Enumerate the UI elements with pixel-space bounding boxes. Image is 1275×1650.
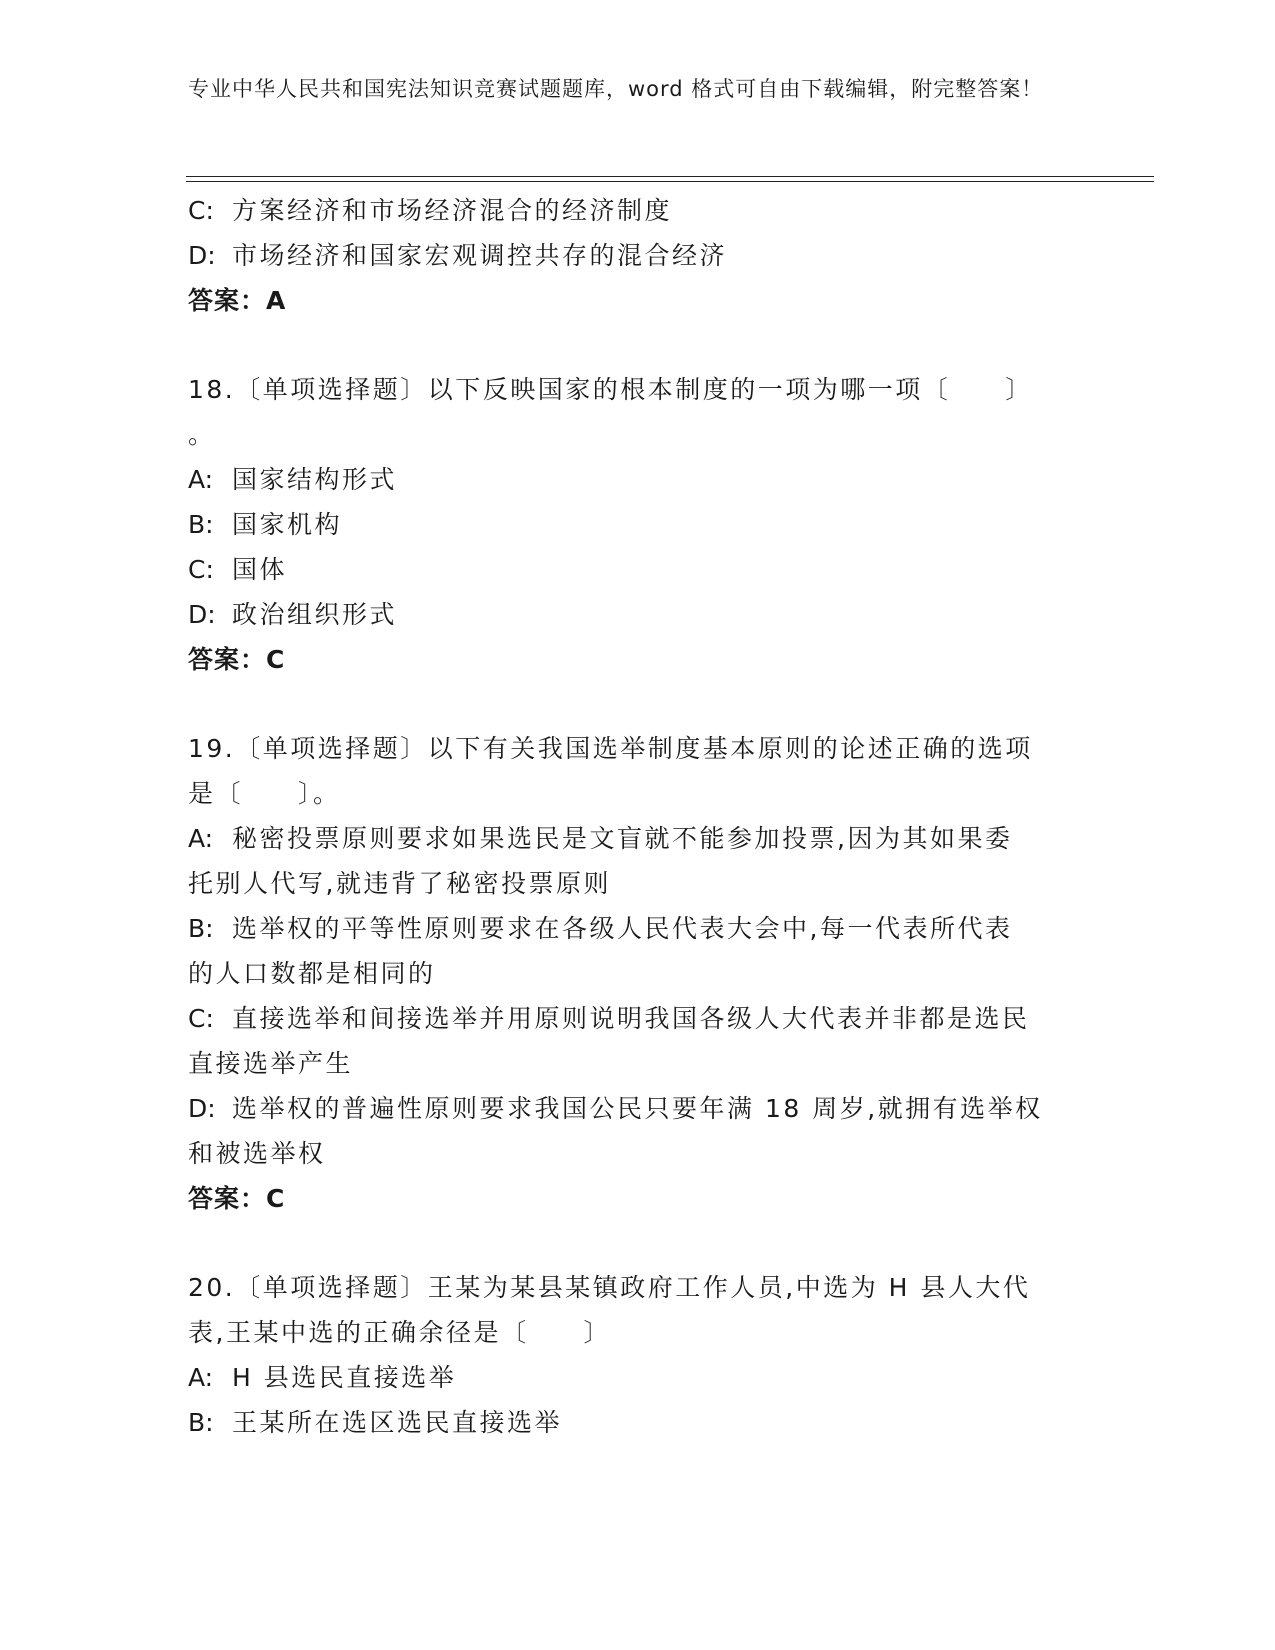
- question-stem: 20.〔单项选择题〕王某为某县某镇政府工作人员,中选为 H 县人大代: [188, 1273, 1031, 1302]
- question-18: [188, 367, 1078, 682]
- answer: 答案：C: [188, 645, 286, 674]
- header-rule-bottom: [186, 181, 1154, 182]
- option-d: D: 市场经济和国家宏观调控共存的混合经济: [188, 241, 728, 270]
- question-stem: 18.〔单项选择题〕以下反映国家的根本制度的一项为哪一项〔 〕: [188, 375, 1033, 404]
- option-a-cont: 托别人代写,就违背了秘密投票原则: [188, 869, 611, 898]
- option-c: C: 方案经济和市场经济混合的经济制度: [188, 196, 673, 225]
- option-d: D: 选举权的普遍性原则要求我国公民只要年满 18 周岁,就拥有选举权: [188, 1094, 1043, 1123]
- option-b: B: 国家机构: [188, 510, 343, 539]
- option-c-cont: 直接选举产生: [188, 1049, 354, 1078]
- question-stem: 19.〔单项选择题〕以下有关我国选举制度基本原则的论述正确的选项: [188, 734, 1033, 763]
- question-stem-cont: 表,王某中选的正确余径是〔 〕: [188, 1318, 611, 1347]
- answer: 答案：A: [188, 286, 287, 315]
- option-b: B: 王某所在选区选民直接选举: [188, 1408, 563, 1437]
- question-stem-cont: 。: [188, 420, 216, 449]
- option-a: A: 秘密投票原则要求如果选民是文盲就不能参加投票,因为其如果委: [188, 824, 1013, 853]
- option-d-cont: 和被选举权: [188, 1139, 326, 1168]
- question-17-continued: [188, 188, 1078, 323]
- option-a: A: H 县选民直接选举: [188, 1363, 457, 1392]
- question-stem-cont: 是〔 〕。: [188, 779, 341, 808]
- question-19: [188, 726, 1078, 1221]
- document-body: [188, 188, 1078, 1445]
- question-20: [188, 1265, 1078, 1445]
- option-d: D: 政治组织形式: [188, 600, 398, 629]
- option-c: C: 国体: [188, 555, 288, 584]
- header-rule-top: [186, 176, 1154, 177]
- answer: 答案：C: [188, 1184, 286, 1213]
- option-b: B: 选举权的平等性原则要求在各级人民代表大会中,每一代表所代表: [188, 914, 1013, 943]
- option-a: A: 国家结构形式: [188, 465, 398, 494]
- option-c: C: 直接选举和间接选举并用原则说明我国各级人大代表并非都是选民: [188, 1004, 1030, 1033]
- option-b-cont: 的人口数都是相同的: [188, 959, 436, 988]
- page-header: 专业中华人民共和国宪法知识竞赛试题题库，word 格式可自由下载编辑，附完整答案！: [188, 77, 1044, 101]
